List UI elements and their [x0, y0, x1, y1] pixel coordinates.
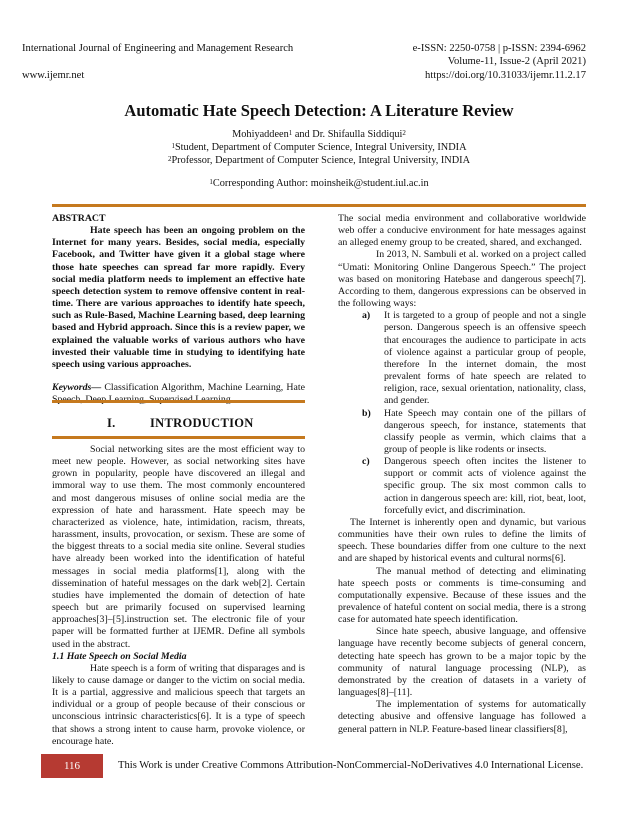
right-paragraph-3: The Internet is inherently open and dynamic, but various communities have their own rules to define the limits of speech. These boundaries differ from one culture to the next and are shaped by historical events and cultural norms[6].: [338, 516, 586, 565]
volume-issue: Volume-11, Issue-2 (April 2021): [447, 56, 586, 67]
intro-title: INTRODUCTION: [150, 416, 254, 430]
page-number-box: 116: [41, 754, 103, 778]
author-1: Mohiyaddeen: [232, 129, 289, 140]
intro-paragraph-2: Hate speech is a form of writing that disparages and is likely to cause damage or danger to the victim on social media. It is a partial, aggressive and malicious speech that targets an individual or a group of people because of their conscious or unconscious intrinsic characteristics[6]. It is a type of speech that shows a strong intent to cause harm, provoke violence, or encourage hate.: [52, 662, 305, 747]
corresponding-sup: 1: [209, 178, 213, 186]
license-text: This Work is under Creative Commons Attribution-NonCommercial-NoDerivatives 4.0 International License.: [118, 760, 584, 771]
author-2: and Dr. Shifaulla Siddiqui: [292, 129, 403, 140]
top-rule: [52, 204, 586, 207]
list-item-a: [338, 310, 586, 407]
list-text-a: It is targeted to a group of people and not a single person. Dangerous speech is an offensive speech that encourages the audience to participate in acts of violence against a particular group of people, therefore In the internet domain, the most prevalent forms of hate speech are related to religion, race, sexual orientation, nationality, class, and gender.: [384, 310, 586, 407]
list-text-c: Dangerous speech often incites the listener to support or commit acts of violence against the specific group. The six most common calls to action in dangerous speech are: kill, riot, beat, loot, forcefully evict, and discrimination.: [384, 456, 586, 516]
subsection-heading: 1.1 Hate Speech on Social Media: [52, 650, 187, 662]
keywords-text: Classification Algorithm, Machine Learning, Hate: [104, 382, 305, 394]
corresponding-text: Corresponding Author: moinsheik@student.iul.ac.in: [212, 178, 429, 189]
left-column: [52, 213, 305, 406]
affiliation-2-text: Professor, Department of Computer Science, Integral University, INDIA: [171, 155, 471, 166]
doi-link[interactable]: https://doi.org/10.31033/ijemr.11.2.17: [425, 70, 586, 81]
list-label-c: c): [362, 456, 370, 468]
affiliation-2: [0, 154, 638, 168]
list-label-b: b): [362, 407, 371, 419]
right-paragraph-6: The implementation of systems for automatically detecting abusive and offensive language has followed a general pattern in NLP. Feature-based linear classifiers[8],: [338, 699, 586, 735]
author-1-sup: 1: [288, 129, 293, 137]
intro-body: [52, 444, 305, 748]
list-item-c: [338, 456, 586, 517]
paper-title: Automatic Hate Speech Detection: A Literature Review: [124, 101, 514, 120]
right-paragraph-1: The social media environment and collaborative worldwide web offer a conducive environment for hate messages against an alleged enemy group to be created, shared, and exchanged.: [338, 213, 586, 249]
corresponding-author: [0, 177, 638, 191]
list-label-a: a): [362, 310, 371, 322]
right-column: [338, 213, 586, 736]
intro-rule: [52, 436, 305, 439]
intro-paragraph-1: Social networking sites are the most efficient way to meet new people. However, as social networking sites have grown in popularity, people have discovered an illegal and immoral way to use them. The most commonly encountered and most dangerous misuses of online social media are the expression of hate and harassment. Hate speech may be characterized as violence, hate, intimidation, racism, threats, harassment, insults, provocation, or sexism. These are some of the biggest threats to a social media site online. Several studies have already been worked into the identification of hateful messages in social media platforms[1], along with the dissemination of hateful messages on the dark web[2]. Certain studies have implemented the domain of detection of hate speech but are primarily focused on supervised learning approaches[3]–[5].instruction set. The electronic file of your paper will be formatted further at IJEMR. Define all symbols used in the abstract.: [52, 444, 305, 650]
keywords-label: Keywords—: [52, 382, 102, 394]
right-paragraph-2: In 2013, N. Sambuli et al. worked on a project called “Umati: Monitoring Online Dangerous Speech.” The project was based on monitoring Hatebase and dangerous speech[7]. According to them, dangerous expressions can be observed in the following ways:: [338, 249, 586, 310]
right-paragraph-4: The manual method of detecting and eliminating hate speech posts or comments is time-consuming and computationally expensive. Because of these issues and the prevalence of hateful content on social media, there is a strong case for automated hate speech identification.: [338, 565, 586, 626]
affiliation-1: [0, 141, 638, 155]
right-paragraph-5: Since hate speech, abusive language, and offensive language have recently become subjects of general concern, detecting hate speech has grown to be a major topic by the community of natural language processing (NLP), as demonstrated by the creation of datasets in a variety of languages[8]–[11].: [338, 626, 586, 699]
journal-name: International Journal of Engineering and Management Research: [22, 43, 294, 54]
affiliation-1-sup: 1: [171, 142, 175, 150]
journal-website[interactable]: www.ijemr.net: [22, 70, 85, 81]
abstract-text: Hate speech has been an ongoing problem on the Internet for many years. Besides, social media, especially Facebook, and Twitter have given it a global stage where those hate speeches can spread far more rapidly. Every social media platform needs to implement an effective hate speech detection system to remove offensive content in real-time. There are various approaches to identify hate speech, such as Rule-Based, Machine Learning based, deep learning based and Hybrid approach. Since this is a review paper, we explained the valuable works of various authors who have invested their valuable time in studying to identifying hate speech using various approaches.: [52, 225, 305, 370]
author-2-sup: 2: [402, 129, 406, 137]
issn: e-ISSN: 2250-0758 | p-ISSN: 2394-6962: [412, 43, 586, 54]
affiliation-2-sup: 2: [167, 155, 172, 163]
abstract-rule: [52, 400, 305, 403]
intro-number: I.: [107, 416, 116, 430]
list-text-b: Hate Speech may contain one of the pillars of dangerous speech, for instance, statements that classify people as vermin, which claims that a group of people is like rodents or insects.: [384, 407, 586, 455]
affiliation-1-text: Student, Department of Computer Science, Integral University, INDIA: [174, 142, 467, 153]
authors: [0, 128, 638, 142]
abstract-heading: ABSTRACT: [52, 213, 106, 224]
list-item-b: [338, 408, 586, 457]
